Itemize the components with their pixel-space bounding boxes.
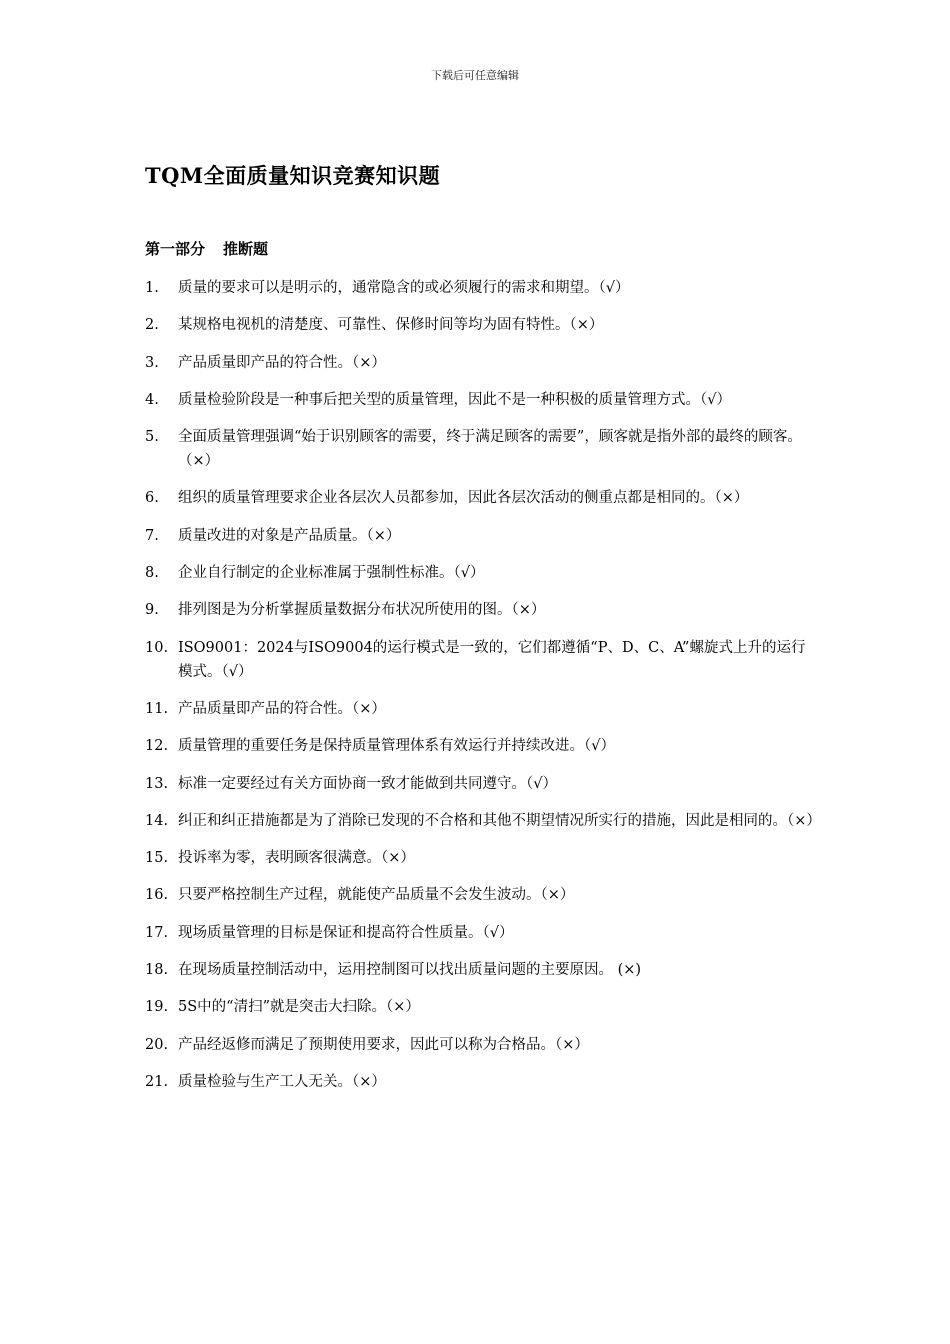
question-number: 13. [145,775,169,792]
question-text: 在现场质量控制活动中，运用控制图可以找出质量问题的主要原因。 (×) [178,962,642,979]
question-text: 企业自行制定的企业标准属于强制性标准。（√） [178,565,485,582]
question-number: 15. [145,850,169,867]
question-item [145,486,815,510]
question-text: 质量检验阶段是一种事后把关型的质量管理，因此不是一种积极的质量管理方式。（√） [178,391,731,408]
question-item [145,772,815,796]
document-title: TQM全面质量知识竞赛知识题 [145,163,441,188]
question-text: 产品质量即产品的符合性。（×） [178,700,386,717]
question-item [145,846,815,870]
question-number: 14. [145,812,169,829]
question-text: ISO9001：2024与ISO9004的运行模式是一致的，它们都遵循“P、D、C、A”螺旋式上升的运行模式。（√） [178,639,806,680]
question-number: 9. [145,602,159,619]
question-item [145,561,815,585]
question-text: 标准一定要经过有关方面协商一致才能做到共同遵守。（√） [178,775,557,792]
question-item [145,995,815,1019]
question-item [145,958,815,982]
question-number: 17. [145,924,169,941]
question-text: 某规格电视机的清楚度、可靠性、保修时间等均为固有特性。（×） [178,317,604,334]
question-number: 3. [145,354,159,371]
question-number: 7. [145,527,159,544]
question-item [145,524,815,548]
question-list [145,276,821,1107]
question-number: 1. [145,280,159,296]
question-number: 8. [145,565,159,582]
question-item [145,734,815,758]
question-text: 质量检验与生产工人无关。（×） [178,1073,386,1090]
question-item [145,388,815,412]
question-number: 19. [145,999,169,1016]
question-number: 4. [145,391,159,408]
question-text: 质量管理的重要任务是保持质量管理体系有效运行并持续改进。（√） [178,738,615,755]
question-text: 投诉率为零，表明顾客很满意。（×） [178,850,415,867]
question-text: 产品经返修而满足了预期使用要求，因此可以称为合格品。（×） [178,1036,589,1053]
section-part: 第一部分 [145,240,206,258]
question-item [145,313,815,337]
question-number: 20. [145,1036,169,1053]
question-item [145,1033,815,1057]
question-item [145,921,815,945]
question-number: 18. [145,962,169,979]
question-text: 现场质量管理的目标是保证和提高符合性质量。（√） [178,924,514,941]
page-header: 下载后可任意编辑 [431,69,519,82]
question-item [145,883,815,907]
question-number: 21. [145,1073,169,1090]
question-number: 10. [145,639,169,656]
question-item [145,1070,815,1094]
question-number: 2. [145,317,159,334]
question-text: 纠正和纠正措施都是为了消除已发现的不合格和其他不期望情况所实行的措施，因此是相同的。（×） [178,812,821,829]
question-item [145,697,815,721]
question-number: 12. [145,738,169,755]
question-number: 5. [145,429,159,446]
question-number: 6. [145,490,159,507]
question-number: 11. [145,700,169,717]
question-text: 只要严格控制生产过程，就能使产品质量不会发生波动。（×） [178,887,575,904]
question-item [145,636,815,684]
question-item [145,425,815,473]
question-text: 全面质量管理强调“始于识别顾客的需要，终于满足顾客的需要”，顾客就是指外部的最终的顾客。（×） [178,429,802,470]
section-name: 推断题 [223,240,269,258]
question-item [145,351,815,375]
question-number: 16. [145,887,169,904]
question-item [145,809,821,833]
question-text: 质量的要求可以是明示的，通常隐含的或必须履行的需求和期望。（√） [178,280,630,296]
question-item [145,276,815,300]
question-text: 质量改进的对象是产品质量。（×） [178,527,401,544]
question-text: 5S中的“清扫”就是突击大扫除。（×） [178,999,420,1016]
question-text: 排列图是为分析掌握质量数据分布状况所使用的图。（×） [178,602,546,619]
section-heading [145,238,268,259]
question-text: 组织的质量管理要求企业各层次人员都参加，因此各层次活动的侧重点都是相同的。（×） [178,490,749,507]
question-text: 产品质量即产品的符合性。（×） [178,354,386,371]
question-item [145,598,815,622]
